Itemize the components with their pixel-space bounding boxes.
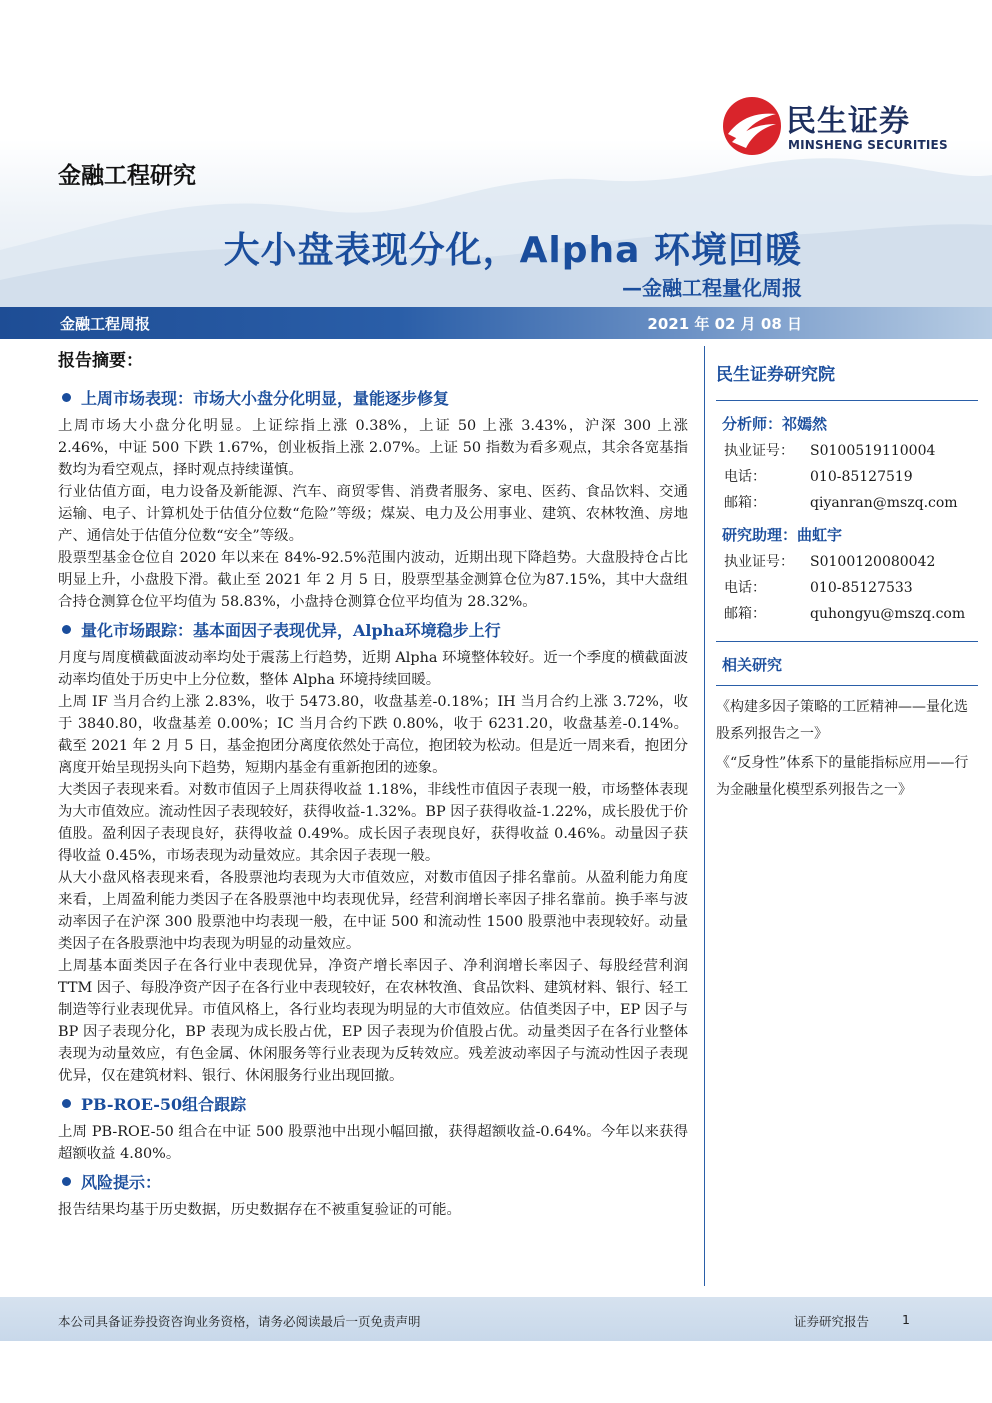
logo-mark-icon (722, 96, 782, 156)
email-link[interactable]: quhongyu@mszq.com (810, 606, 966, 622)
report-subtitle: —金融工程量化周报 (622, 276, 802, 300)
paragraph: 上周 IF 当月合约上涨 2.83%，收于 5473.80，收盘基差-0.18%；IH 当月合约上涨 3.72%，收于 3840.80，收盘基差 0.00%；IC 当月合约下跌 0.80%，收于 6231.20，收盘基差-0.14%。截至 2021 年 2 月 5 日，基金抱团分离度依然处于高位，抱团较为松动。但是近一周来看，抱团分离度开始呈现拐头向下趋势，短期内基金有重新抱团的迹象。 (58, 694, 688, 776)
report-date: 2021 年 02 月 08 日 (647, 315, 802, 333)
info-row (716, 438, 978, 464)
info-key: 邮箱： (724, 606, 766, 622)
footer-report-type: 证券研究报告 (794, 1314, 870, 1329)
sidebar (716, 346, 978, 804)
company-logo (722, 96, 962, 156)
bullet-icon (62, 1177, 71, 1186)
info-value: S0100120080042 (810, 554, 936, 570)
info-value: S0100519110004 (810, 443, 936, 459)
column-divider (704, 346, 705, 1286)
sidebar-divider (716, 685, 978, 686)
info-key: 电话： (724, 580, 766, 596)
related-report[interactable]: 《构建多因子策略的工匠精神——量化选股系列报告之一》 (716, 699, 968, 742)
info-row (716, 549, 978, 575)
section-risk (58, 1169, 688, 1221)
logo-chinese-name: 民生证券 (786, 104, 910, 139)
section-heading (58, 1169, 688, 1193)
analyst-heading: 分析师：祁嫣然 (722, 415, 828, 433)
info-row (716, 601, 978, 627)
bullet-icon (62, 1099, 71, 1108)
info-row (716, 575, 978, 601)
section-heading (58, 617, 688, 641)
paragraph: 月度与周度横截面波动率均处于震荡上行趋势，近期 Alpha 环境整体较好。近一个季度的横截面波动率均值处于历史中上分位数，整体 Alpha 环境持续回暖。 (58, 650, 688, 688)
info-row (716, 464, 978, 490)
bullet-icon (62, 625, 71, 634)
section-heading-text: 量化市场跟踪：基本面因子表现优异，Alpha环境稳步上行 (81, 620, 501, 640)
info-row (716, 490, 978, 516)
section-heading-text: 风险提示： (81, 1172, 162, 1192)
info-value: 010-85127533 (810, 580, 913, 596)
paragraph: 上周 PB-ROE-50 组合在中证 500 股票池中出现小幅回撤，获得超额收益-0.64%。今年以来获得超额收益 4.80%。 (58, 1124, 688, 1162)
email-link[interactable]: qiyanran@mszq.com (810, 495, 958, 511)
related-heading: 相关研究 (722, 656, 783, 674)
section-market (58, 385, 688, 613)
info-key: 执业证号： (724, 443, 794, 459)
bullet-icon (62, 393, 71, 402)
section-quant (58, 617, 688, 1087)
info-key: 电话： (724, 469, 766, 485)
section-heading (58, 1091, 688, 1115)
research-institute: 民生证券研究院 (716, 360, 978, 401)
section-heading-text: PB-ROE-50组合跟踪 (81, 1094, 247, 1114)
logo-english-name: MINSHENG SECURITIES (788, 138, 948, 152)
info-key: 邮箱： (724, 495, 766, 511)
related-report[interactable]: 《“反身性”体系下的量能指标应用——行为金融量化模型系列报告之一》 (716, 755, 969, 798)
section-heading (58, 385, 688, 409)
assistant-heading: 研究助理：曲虹宇 (722, 526, 843, 544)
section-label: 金融工程研究 (58, 163, 196, 189)
abstract-title: 报告摘要： (58, 351, 143, 371)
page-number: 1 (902, 1312, 910, 1327)
footer-disclaimer: 本公司具备证券投资咨询业务资格，请务必阅读最后一页免责声明 (58, 1314, 421, 1329)
report-type: 金融工程周报 (60, 315, 151, 333)
paragraph: 大类因子表现来看。对数市值因子上周获得收益 1.18%，非线性市值因子表现一般，市场整体表现为大市值效应。流动性因子表现较好，获得收益-1.32%。BP 因子获得收益-1.22%，成长股优于价值股。盈利因子表现良好，获得收益 0.49%。成长因子表现良好，获得收益 0.46%。动量因子获得收益 0.45%，市场表现为动量效应。其余因子表现一般。 (58, 782, 688, 864)
paragraph: 股票型基金仓位自 2020 年以来在 84%-92.5%范围内波动，近期出现下降趋势。大盘股持仓占比明显上升，小盘股下滑。截止至 2021 年 2 月 5 日，股票型基金测算仓位为87.15%，其中大盘组合持仓测算仓位平均值为 58.83%，小盘持仓测算仓位平均值为 28.32%。 (58, 550, 688, 610)
abstract-column (58, 346, 688, 1225)
paragraph: 行业估值方面，电力设备及新能源、汽车、商贸零售、消费者服务、家电、医药、食品饮料、交通运输、电子、计算机处于估值分位数“危险”等级；煤炭、电力及公用事业、建筑、农林牧渔、房地产、通信处于估值分位数“安全”等级。 (58, 484, 688, 544)
paragraph: 报告结果均基于历史数据，历史数据存在不被重复验证的可能。 (58, 1202, 461, 1218)
section-heading-text: 上周市场表现：市场大小盘分化明显，量能逐步修复 (81, 388, 450, 408)
info-value: 010-85127519 (810, 469, 913, 485)
paragraph: 上周市场大小盘分化明显。上证综指上涨 0.38%，上证 50 上涨 3.43%，沪深 300 上涨 2.46%，中证 500 下跌 1.67%，创业板指上涨 2.07%。上证 50 指数为看多观点，其余各宽基指数均为看空观点，择时观点持续谨慎。 (58, 418, 688, 478)
section-pbroe (58, 1091, 688, 1165)
paragraph: 上周基本面类因子在各行业中表现优异，净资产增长率因子、净利润增长率因子、每股经营利润 TTM 因子、每股净资产因子在各行业中表现较好，在农林牧渔、食品饮料、建筑材料、银行、轻工制造等行业表现优异。市值风格上，各行业均表现为明显的大市值效应。估值类因子中，EP 因子与 BP 因子表现分化，BP 表现为成长股占优，EP 因子表现为价值股占优。动量类因子在各行业整体表现为动量效应，有色金属、休闲服务等行业表现为反转效应。残差波动率因子与流动性因子表现优异，仅在建筑材料、银行、休闲服务行业出现回撤。 (58, 958, 688, 1084)
paragraph: 从大小盘风格表现来看，各股票池均表现为大市值效应，对数市值因子排名靠前。从盈利能力角度来看，上周盈利能力类因子在各股票池中均表现优异，经营利润增长率因子排名靠前。换手率与波动率因子在沪深 300 股票池中均表现一般，在中证 500 和流动性 1500 股票池中表现较好。动量类因子在各股票池中均表现为明显的动量效应。 (58, 870, 688, 952)
info-key: 执业证号： (724, 554, 794, 570)
report-title: 大小盘表现分化，Alpha 环境回暖 (223, 230, 802, 271)
